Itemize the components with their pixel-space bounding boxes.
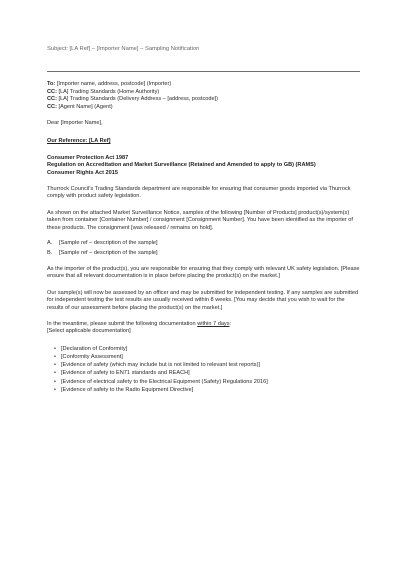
address-line-to bbox=[47, 81, 360, 88]
documentation-item bbox=[47, 345, 360, 353]
paragraph-responsibility: Thurrock Council’s Trading Standards department are responsible for ensuring that consumer goods imported via Thurrock comply with product safety legislation. bbox=[47, 186, 351, 200]
paragraph-samples-taken: As shown on the attached Market Surveillance Notice, samples of the following [Number of Products] product(s)/system(s) taken from container [Container Number] / consignment [Consignment Number]. You have been identified as the importer of these products. The consignment [was released / remains on hold]. bbox=[47, 209, 353, 231]
documentation-item bbox=[47, 386, 360, 394]
address-block bbox=[47, 81, 360, 111]
bullet-icon: • bbox=[54, 386, 56, 393]
deadline-text: within 7 days bbox=[197, 320, 230, 327]
bullet-icon: • bbox=[54, 362, 56, 369]
address-text: [Agent Name] (Agent) bbox=[58, 103, 113, 110]
documentation-text: [Declaration of Conformity] bbox=[61, 345, 128, 352]
sample-text: [Sample ref – description of the sample] bbox=[59, 240, 158, 247]
divider bbox=[47, 71, 360, 72]
address-label: CC: bbox=[47, 88, 57, 95]
bullet-icon: • bbox=[54, 378, 56, 385]
paragraph-documentation-request bbox=[47, 321, 360, 336]
address-line-cc bbox=[47, 89, 360, 96]
documentation-item bbox=[47, 361, 360, 369]
documentation-item bbox=[47, 353, 360, 361]
salutation: Dear [Importer Name], bbox=[47, 120, 103, 127]
subject-line: Subject: [LA Ref] – [Importer Name] – Sampling Notification bbox=[47, 46, 200, 52]
sample-list bbox=[47, 240, 360, 257]
legislation-item: Consumer Protection Act 1987 bbox=[47, 154, 129, 161]
address-text: [Importer name, address, postcode] (Importer) bbox=[56, 81, 172, 88]
doc-request-colon: : bbox=[229, 320, 232, 327]
legislation-item: Consumer Rights Act 2015 bbox=[47, 169, 118, 176]
address-label: CC: bbox=[47, 96, 57, 103]
bullet-icon: • bbox=[54, 353, 56, 360]
sample-marker: A. bbox=[47, 240, 53, 247]
paragraph-assessment: Our sample(s) will now be assessed by an officer and may be submitted for independent testing. If any samples are submitted for independent testing the test results are usually received within 8 weeks. [You may decide that you wish to wait for the results of our assessment before placing the product(s) on the market.] bbox=[47, 289, 359, 311]
documentation-item bbox=[47, 378, 360, 386]
documentation-text: [Evidence of safety (which may include but is not limited to relevant test reports)] bbox=[61, 362, 260, 369]
sample-marker: B. bbox=[47, 249, 53, 256]
documentation-item bbox=[47, 369, 360, 377]
legislation-item: Regulation on Accreditation and Market Surveillance (Retained and Amended to apply to GB) (RAMS) bbox=[47, 162, 316, 169]
bullet-icon: • bbox=[54, 370, 56, 377]
legislation-list bbox=[47, 155, 360, 177]
documentation-text: [Evidence of electrical safety to the Electrical Equipment (Safety) Regulations 2016] bbox=[61, 378, 268, 385]
sample-text: [Sample ref – description of the sample] bbox=[59, 249, 158, 256]
documentation-text: [Conformity Assessment] bbox=[61, 353, 123, 360]
address-text: [LA] Trading Standards (Delivery Address – [address, postcode]) bbox=[58, 96, 219, 103]
address-text: [LA] Trading Standards (Home Authority) bbox=[58, 88, 160, 95]
address-label: CC: bbox=[47, 103, 57, 110]
address-label: To: bbox=[47, 81, 56, 88]
our-reference: Our Reference: [LA Ref] bbox=[47, 138, 111, 145]
documentation-text: [Evidence of safety to EN71 standards and REACH] bbox=[61, 370, 190, 377]
doc-request-text: In the meantime, please submit the following documentation bbox=[47, 320, 198, 327]
bullet-icon: • bbox=[54, 345, 56, 352]
sample-item bbox=[47, 240, 360, 247]
doc-select-instruction: [Select applicable documentation] bbox=[47, 328, 131, 335]
documentation-list bbox=[47, 345, 360, 394]
address-line-cc bbox=[47, 96, 360, 103]
sample-item bbox=[47, 250, 360, 257]
address-line-cc bbox=[47, 104, 360, 111]
documentation-text: [Evidence of safety to the Radio Equipment Directive] bbox=[61, 386, 194, 393]
paragraph-importer-duty: As the importer of the product(s), you are responsible for ensuring that they comply with relevant UK safety legislation. [Please ensure that all relevant documentation is in place before placing the product(s) on the market.] bbox=[47, 265, 360, 280]
